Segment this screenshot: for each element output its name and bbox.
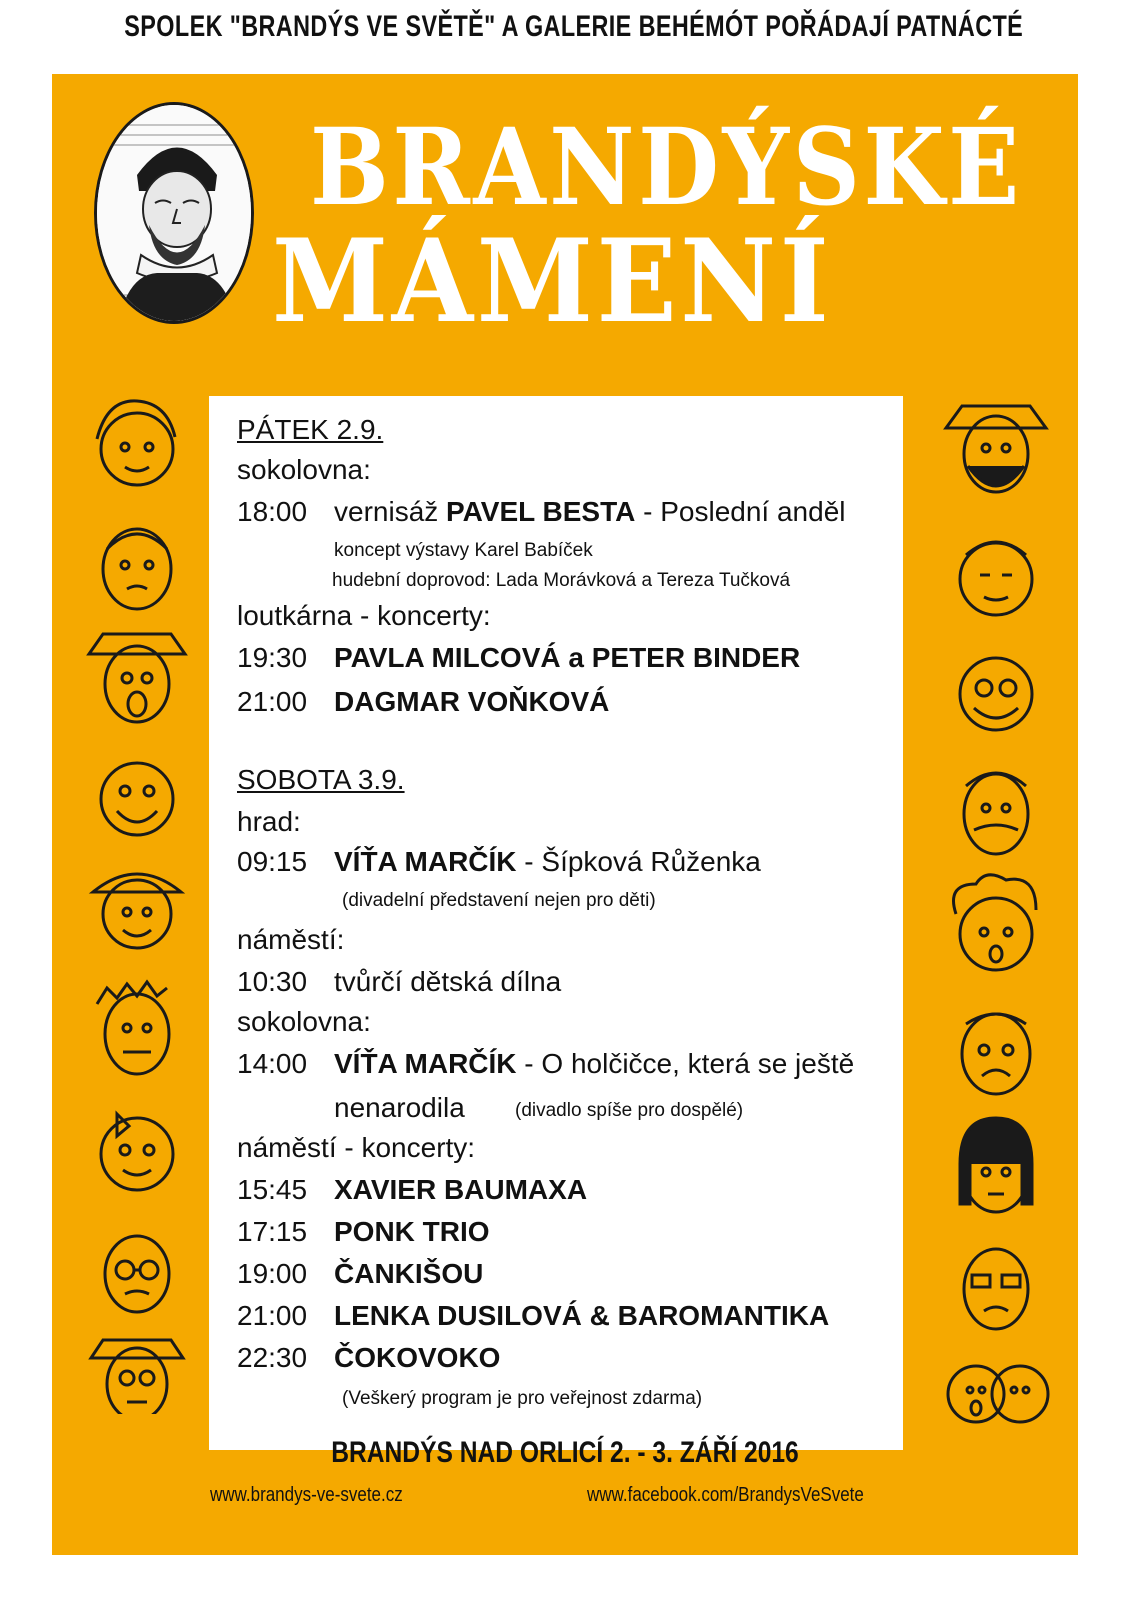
event-title: XAVIER BAUMAXA xyxy=(334,1174,588,1205)
event-time: 09:15 xyxy=(237,846,308,877)
website-link[interactable]: www.brandys-ve-svete.cz xyxy=(210,1484,403,1506)
concert-row xyxy=(237,1300,897,1336)
poster-title-line1: BRANDÝSKÉ xyxy=(310,104,1023,229)
venue-label: loutkárna - koncerty: xyxy=(237,600,491,631)
event-title: tvůrčí dětská dílna xyxy=(334,966,562,997)
event-title: LENKA DUSILOVÁ & BAROMANTIKA xyxy=(334,1300,830,1331)
event-title: PONK TRIO xyxy=(334,1216,490,1247)
event-row xyxy=(237,642,897,678)
event-row xyxy=(237,686,897,722)
event-time: 22:30 xyxy=(237,1342,308,1373)
poster-title-line2: MÁMENÍ xyxy=(272,214,833,348)
day-heading-saturday: SOBOTA 3.9. xyxy=(237,764,405,795)
event-note: hudební doprovod: Lada Morávková a Tereza Tučková xyxy=(332,570,791,591)
concert-row xyxy=(237,1174,897,1210)
event-time: 10:30 xyxy=(237,966,308,997)
facebook-link[interactable]: www.facebook.com/BrandysVeSvete xyxy=(587,1484,864,1506)
event-time: 18:00 xyxy=(237,496,308,527)
poster-panel xyxy=(52,74,1078,1555)
event-time: 15:45 xyxy=(237,1174,308,1205)
portrait-engraving xyxy=(94,102,254,324)
event-row xyxy=(237,846,897,882)
event-note: (divadelní představení nejen pro děti) xyxy=(342,890,656,911)
venue-label: náměstí: xyxy=(237,924,345,955)
concert-row xyxy=(237,1342,897,1378)
event-title: vernisáž PAVEL BESTA - Poslední anděl xyxy=(334,496,846,527)
program-box xyxy=(209,396,903,1450)
event-note: koncept výstavy Karel Babíček xyxy=(334,540,593,561)
event-row xyxy=(237,1048,897,1084)
venue-label: hrad: xyxy=(237,806,301,837)
event-row xyxy=(237,966,897,1002)
event-time: 19:00 xyxy=(237,1258,308,1289)
event-title: ČOKOVOKO xyxy=(334,1342,501,1373)
concert-row xyxy=(237,1216,897,1252)
concert-row xyxy=(237,1258,897,1294)
caricatures-left xyxy=(82,394,192,1414)
event-time: 21:00 xyxy=(237,1300,308,1331)
place-and-date: BRANDÝS NAD ORLICÍ 2. - 3. ZÁŘÍ 2016 xyxy=(331,1436,799,1469)
event-time: 17:15 xyxy=(237,1216,308,1247)
event-title: PAVLA MILCOVÁ a PETER BINDER xyxy=(334,642,801,673)
event-title: ČANKIŠOU xyxy=(334,1258,484,1289)
event-time: 21:00 xyxy=(237,686,308,717)
venue-label: sokolovna: xyxy=(237,454,371,485)
free-admission-note: (Veškerý program je pro veřejnost zdarma) xyxy=(342,1388,703,1409)
event-row xyxy=(237,496,897,532)
event-title: VÍŤA MARČÍK - O holčičce, která se ještě xyxy=(334,1048,855,1079)
day-heading-friday: PÁTEK 2.9. xyxy=(237,414,384,445)
poster-header: SPOLEK "BRANDÝS VE SVĚTĚ" A GALERIE BEHÉMÓT POŘÁDAJÍ PATNÁCTÉ xyxy=(124,10,1024,43)
event-note: (divadlo spíše pro dospělé) xyxy=(515,1100,744,1121)
event-title: DAGMAR VOŇKOVÁ xyxy=(334,686,610,717)
event-time: 14:00 xyxy=(237,1048,308,1079)
event-title-continued: nenarodila xyxy=(334,1092,465,1123)
event-title: VÍŤA MARČÍK - Šípková Růženka xyxy=(334,846,761,877)
caricatures-right xyxy=(936,394,1056,1424)
event-time: 19:30 xyxy=(237,642,308,673)
venue-label: sokolovna: xyxy=(237,1006,371,1037)
venue-label: náměstí - koncerty: xyxy=(237,1132,476,1163)
